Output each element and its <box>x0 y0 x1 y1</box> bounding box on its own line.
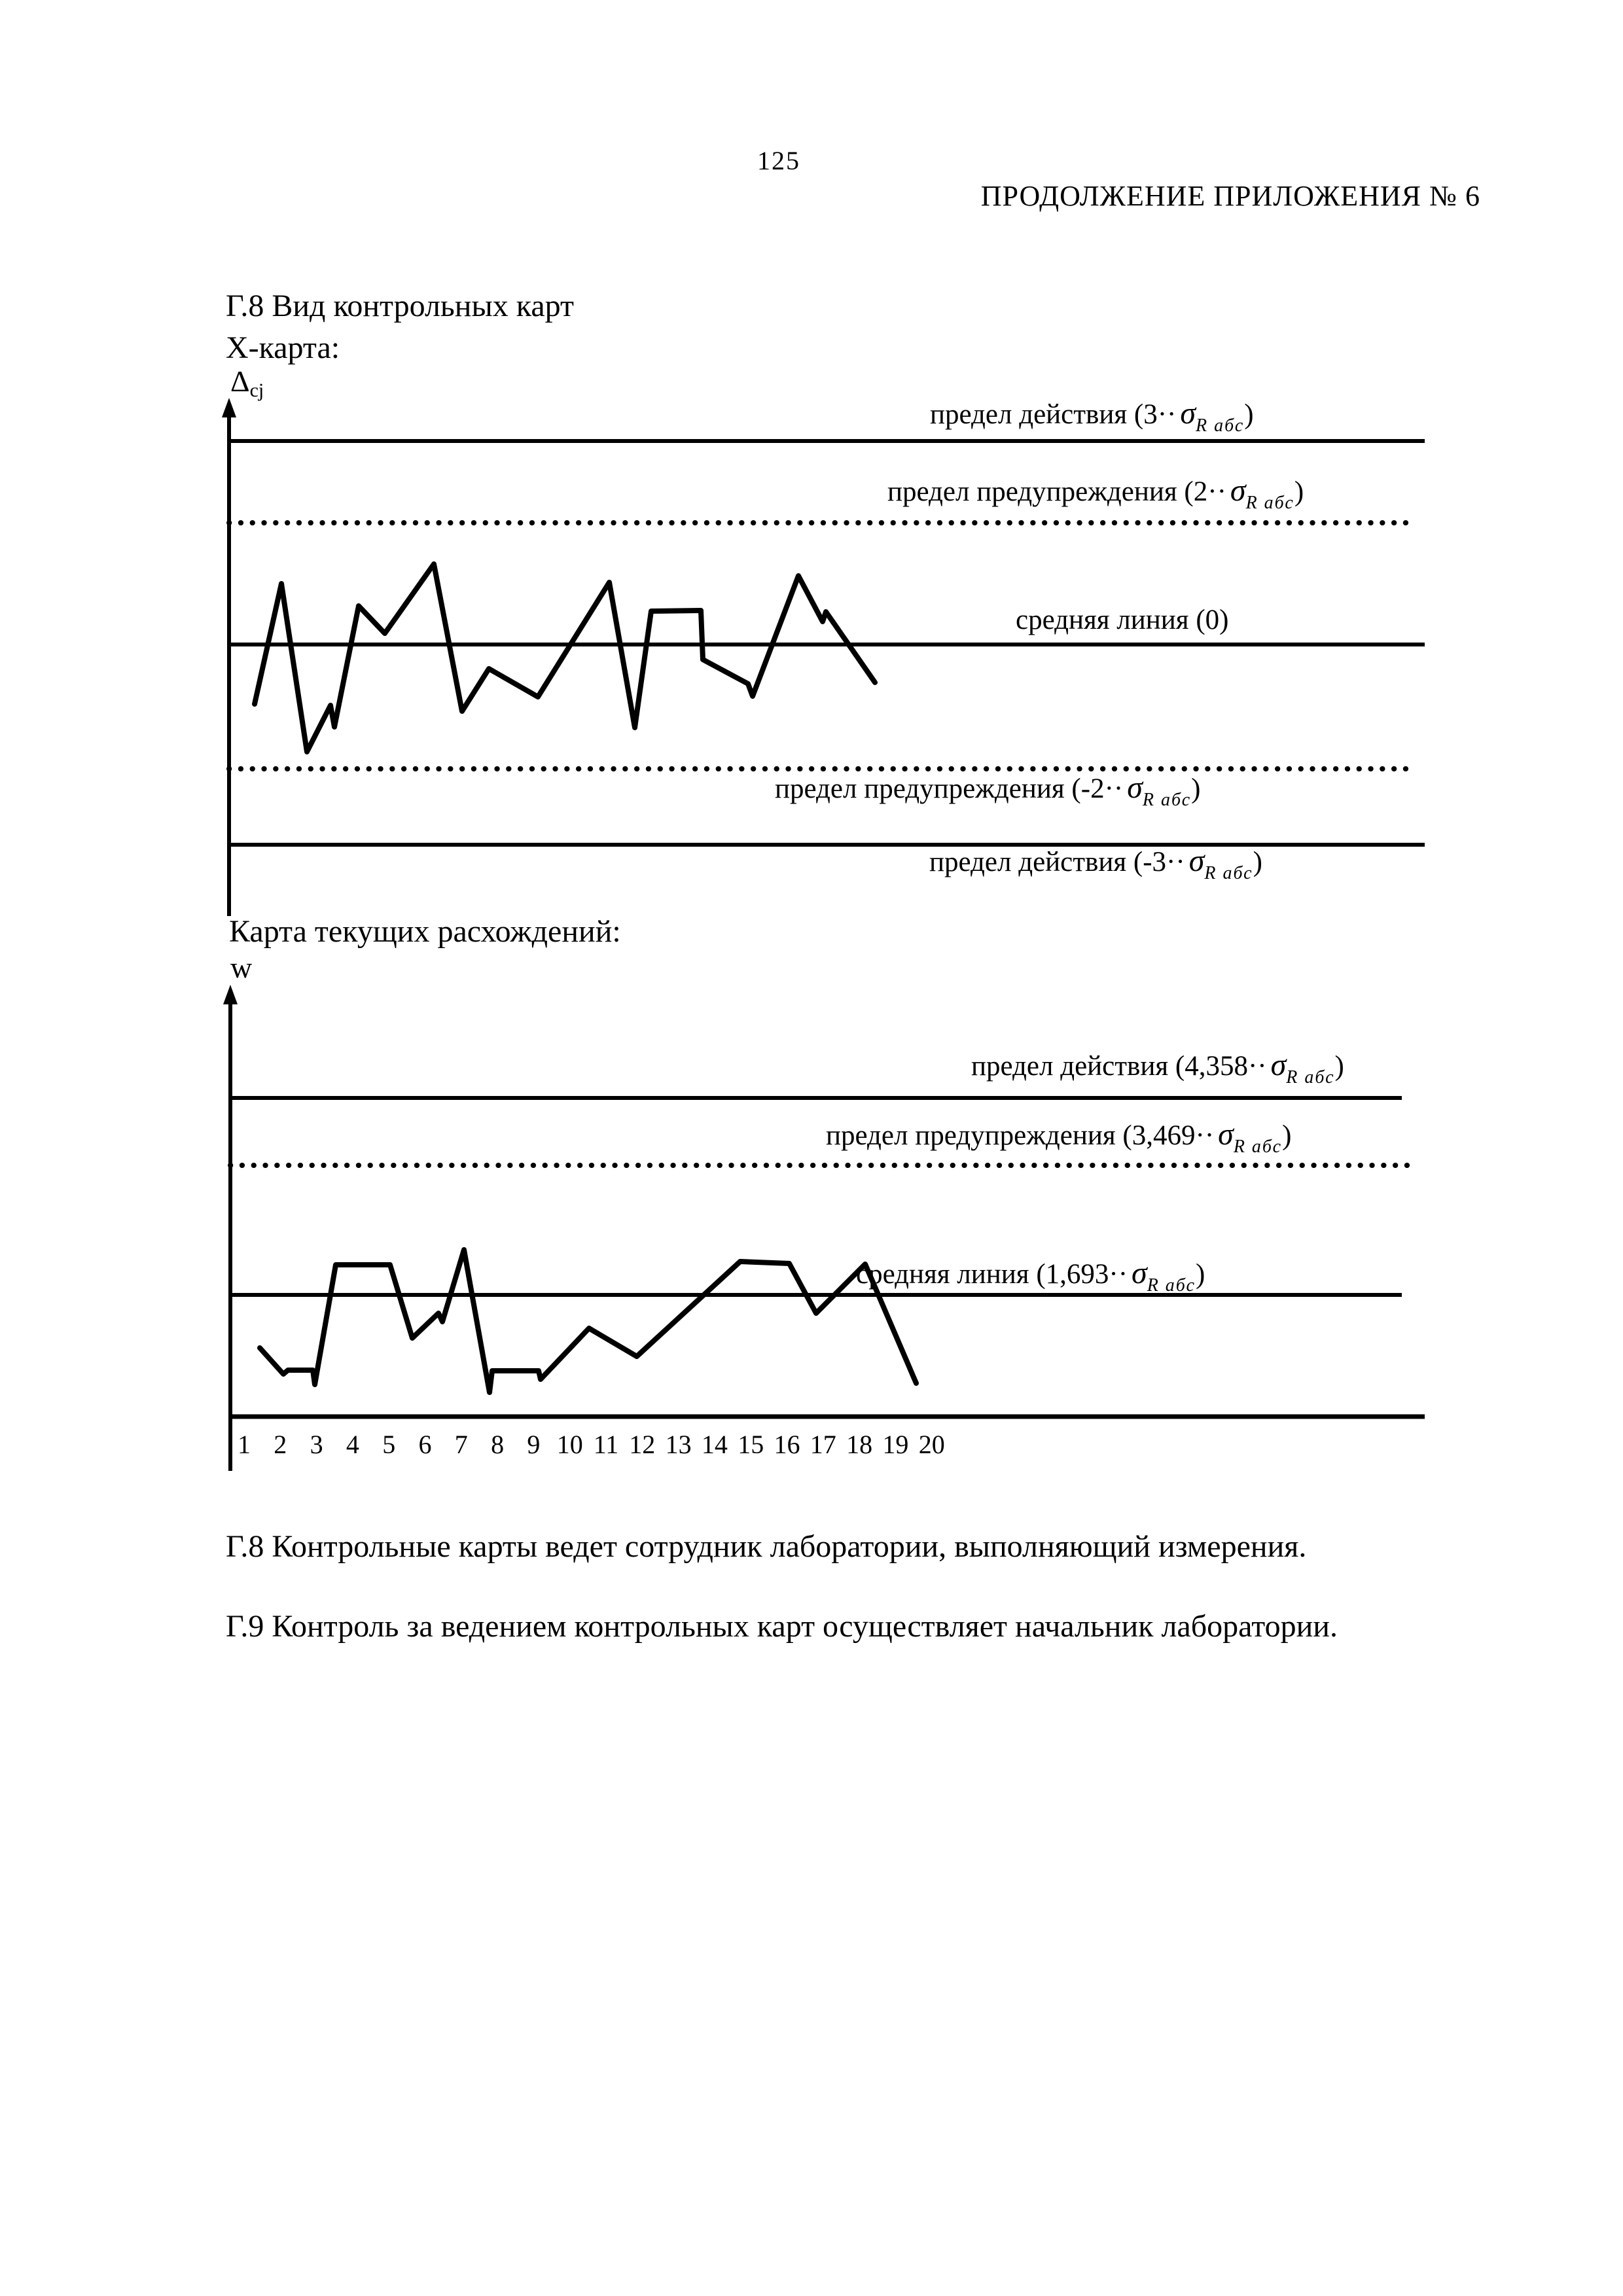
sigma-symbol: σ <box>1230 473 1246 508</box>
x-tick-2: 2 <box>274 1430 287 1459</box>
x-tick-9: 9 <box>527 1430 541 1459</box>
delta-symbol: Δ <box>230 364 250 398</box>
x-tick-10: 10 <box>556 1430 583 1459</box>
x-tick-1: 1 <box>238 1430 251 1459</box>
delta-subscript: cj <box>249 380 264 401</box>
chart2-center-line-label: средняя линия $(1,693\cdot\cdot \sigma_{R абс})$ <box>856 1256 1205 1296</box>
chart1-center-line-label: средняя линия (0) <box>1016 605 1229 635</box>
page-number: 125 <box>757 146 800 175</box>
sigma-symbol: σ <box>1132 1256 1147 1290</box>
divergence-card-title: Карта текущих расхождений: <box>229 914 621 949</box>
chart1-lower-warning-label: предел предупреждения $(-2\cdot\cdot \sigma_{R абс})$ <box>775 770 1201 810</box>
x-card-y-axis-arrow-icon <box>222 398 236 417</box>
current-divergence-card-y-axis-arrow-icon <box>223 985 238 1004</box>
paragraph-g8: Г.8 Контрольные карты ведет сотрудник лаборатории, выполняющий измерения. <box>226 1529 1307 1564</box>
current-divergence-card-data-line <box>260 1250 916 1392</box>
x-tick-19: 19 <box>882 1430 909 1459</box>
x-tick-7: 7 <box>454 1430 468 1459</box>
x-tick-18: 18 <box>846 1430 873 1459</box>
x-tick-5: 5 <box>382 1430 396 1459</box>
chart2-x-axis-ticks <box>0 1429 1623 1462</box>
chart2-action-label: предел действия $(4,358\cdot\cdot \sigma_{R абс})$ <box>971 1048 1344 1087</box>
sigma-symbol: σ <box>1127 770 1143 805</box>
chart2-warning-label: предел предупреждения $(3,469\cdot\cdot \sigma_{R абс})$ <box>826 1117 1292 1157</box>
chart1-upper-warning-label: предел предупреждения $(2\cdot\cdot \sigma_{R абс})$ <box>887 473 1304 513</box>
x-tick-13: 13 <box>665 1430 692 1459</box>
x-tick-17: 17 <box>810 1430 836 1459</box>
x-tick-4: 4 <box>346 1430 359 1459</box>
chart1-lower-action-label: предел действия $(-3\cdot\cdot \sigma_{R абс})$ <box>929 843 1262 883</box>
sigma-symbol: σ <box>1180 396 1196 431</box>
x-tick-15: 15 <box>738 1430 764 1459</box>
chart1-upper-action-label: предел действия $(3\cdot\cdot \sigma_{R абс})$ <box>930 396 1254 436</box>
sigma-symbol: σ <box>1218 1117 1234 1152</box>
x-tick-12: 12 <box>629 1430 656 1459</box>
x-tick-20: 20 <box>918 1430 945 1459</box>
chart2-y-axis-label: w <box>230 951 253 984</box>
x-tick-16: 16 <box>774 1430 800 1459</box>
x-tick-3: 3 <box>310 1430 323 1459</box>
sigma-symbol: σ <box>1188 843 1205 878</box>
x-tick-11: 11 <box>593 1430 619 1459</box>
x-tick-14: 14 <box>701 1430 728 1459</box>
paragraph-g9: Г.9 Контроль за ведением контрольных карт осуществляет начальник лаборатории. <box>226 1609 1338 1644</box>
x-tick-6: 6 <box>418 1430 432 1459</box>
x-card-data-line <box>255 564 875 752</box>
x-tick-8: 8 <box>491 1430 505 1459</box>
x-card-title: Х-карта: <box>226 330 340 365</box>
sigma-symbol: σ <box>1270 1048 1287 1082</box>
section-g8-title: Г.8 Вид контрольных карт <box>226 289 574 323</box>
appendix-header: ПРОДОЛЖЕНИЕ ПРИЛОЖЕНИЯ № 6 <box>980 180 1480 212</box>
